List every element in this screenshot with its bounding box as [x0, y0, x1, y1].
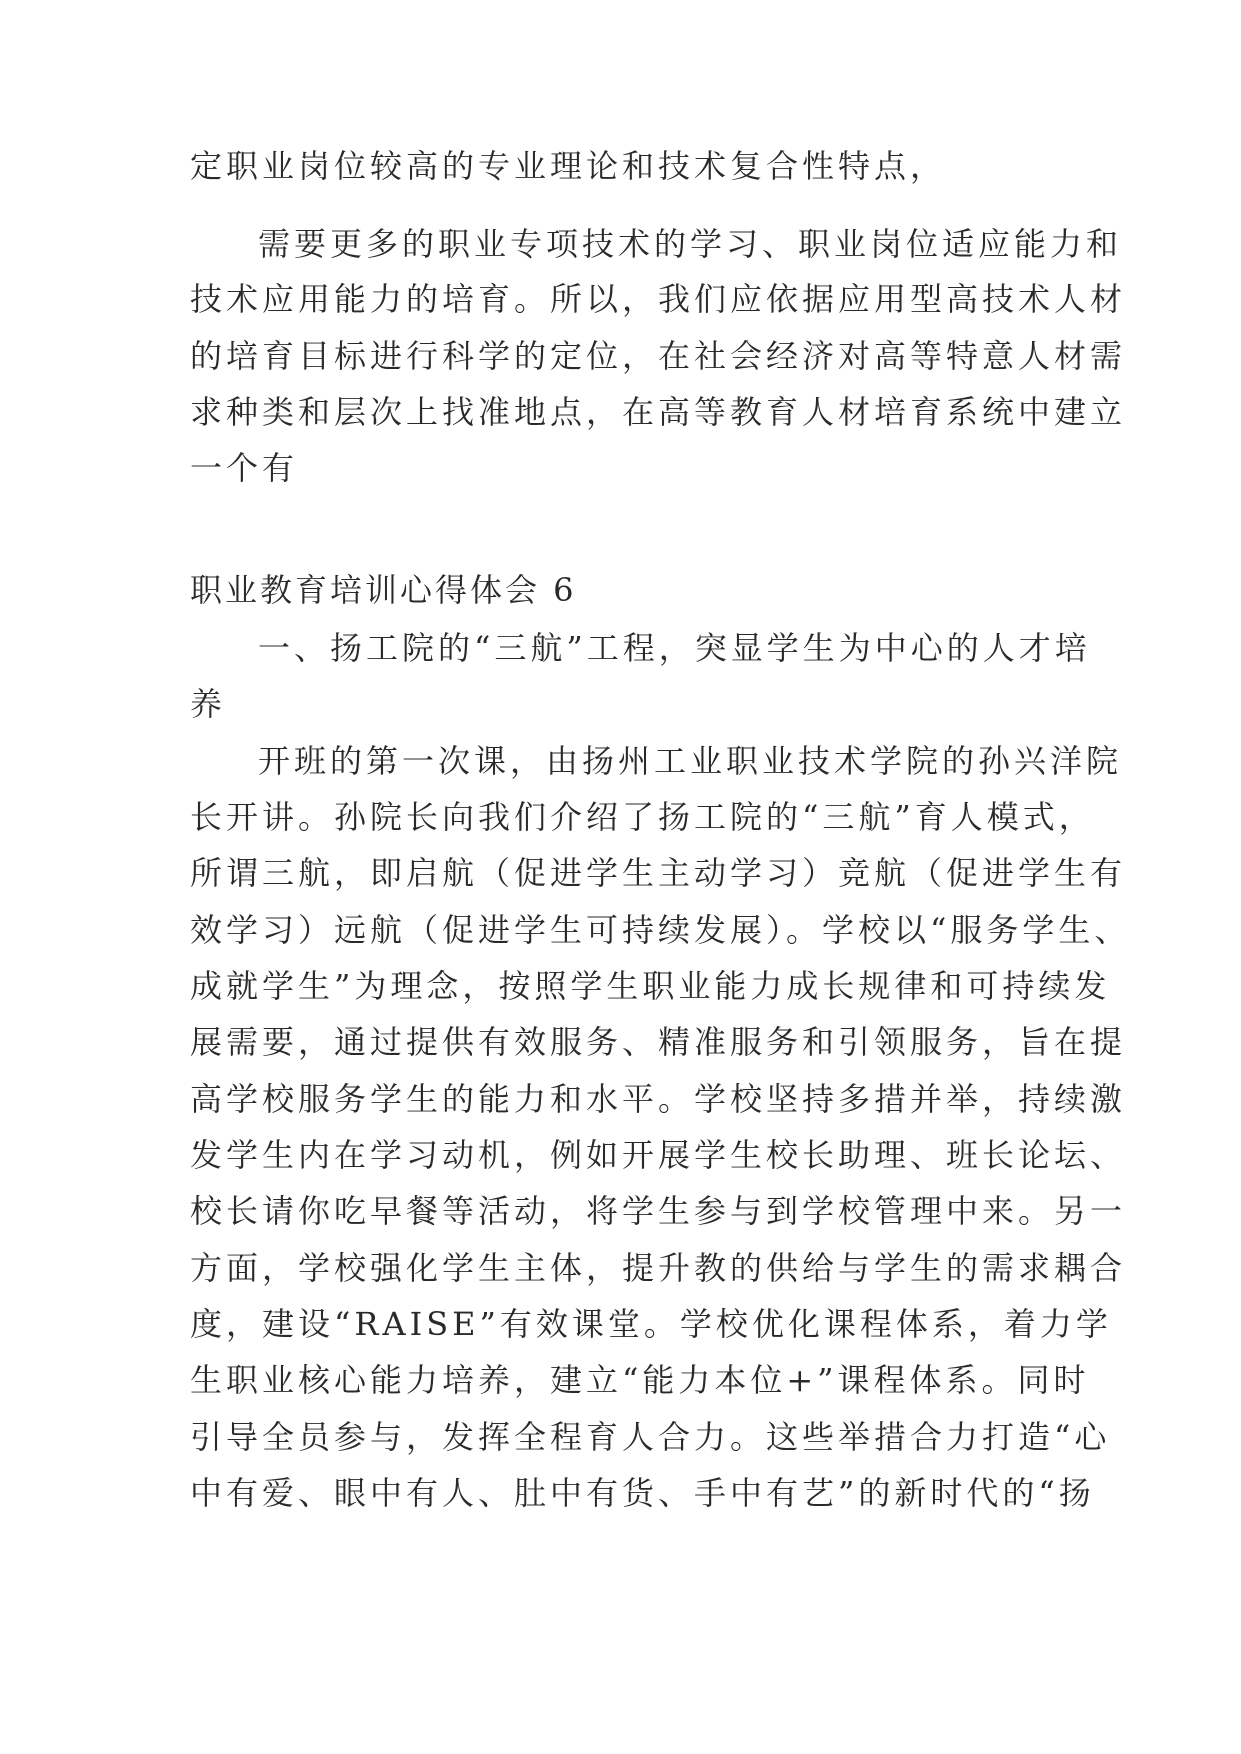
text-line: 成就学生”为理念，按照学生职业能力成长规律和可持续发	[190, 967, 1111, 1005]
text-line: 方面，学校强化学生主体，提升教的供给与学生的需求耦合	[190, 1249, 1127, 1287]
text-line: 度，建设“RAISE”有效课堂。学校优化课程体系，着力学	[190, 1305, 1112, 1343]
text-line: 发学生内在学习动机，例如开展学生校长助理、班长论坛、	[190, 1136, 1127, 1174]
text-line: 的培育目标进行科学的定位，在社会经济对高等特意人材需	[190, 337, 1127, 375]
text-line: 长开讲。孙院长向我们介绍了扬工院的“三航”育人模式，	[190, 798, 1095, 836]
text-line: 所谓三航，即启航（促进学生主动学习）竞航（促进学生有	[190, 854, 1127, 892]
text-line: 展需要，通过提供有效服务、精准服务和引领服务，旨在提	[190, 1023, 1127, 1061]
text-line: 一个有	[190, 449, 299, 487]
text-line: 效学习）远航（促进学生可持续发展）。学校以“服务学生、	[190, 911, 1131, 949]
subsection-heading: 一、扬工院的“三航”工程，突显学生为中心的人才培	[258, 629, 1091, 667]
paragraph-first-line: 开班的第一次课，由扬州工业职业技术学院的孙兴洋院	[258, 742, 1123, 780]
text-line: 生职业核心能力培养，建立“能力本位+”课程体系。同时	[190, 1361, 1090, 1399]
text-line: 技术应用能力的培育。所以，我们应依据应用型高技术人材	[190, 280, 1127, 318]
text-line: 养	[190, 685, 227, 723]
text-line: 求种类和层次上找准地点，在高等教育人材培育系统中建立	[190, 393, 1127, 431]
text-line: 高学校服务学生的能力和水平。学校坚持多措并举，持续激	[190, 1080, 1127, 1118]
paragraph-first-line: 需要更多的职业专项技术的学习、职业岗位适应能力和	[258, 225, 1123, 263]
text-line: 定职业岗位较高的专业理论和技术复合性特点，	[190, 147, 947, 185]
section-heading: 职业教育培训心得体会 6	[190, 571, 577, 609]
text-line: 中有爱、眼中有人、肚中有货、手中有艺”的新时代的“扬	[190, 1474, 1095, 1512]
text-line: 校长请你吃早餐等活动，将学生参与到学校管理中来。另一	[190, 1192, 1127, 1230]
text-line: 引导全员参与，发挥全程育人合力。这些举措合力打造“心	[190, 1418, 1111, 1456]
